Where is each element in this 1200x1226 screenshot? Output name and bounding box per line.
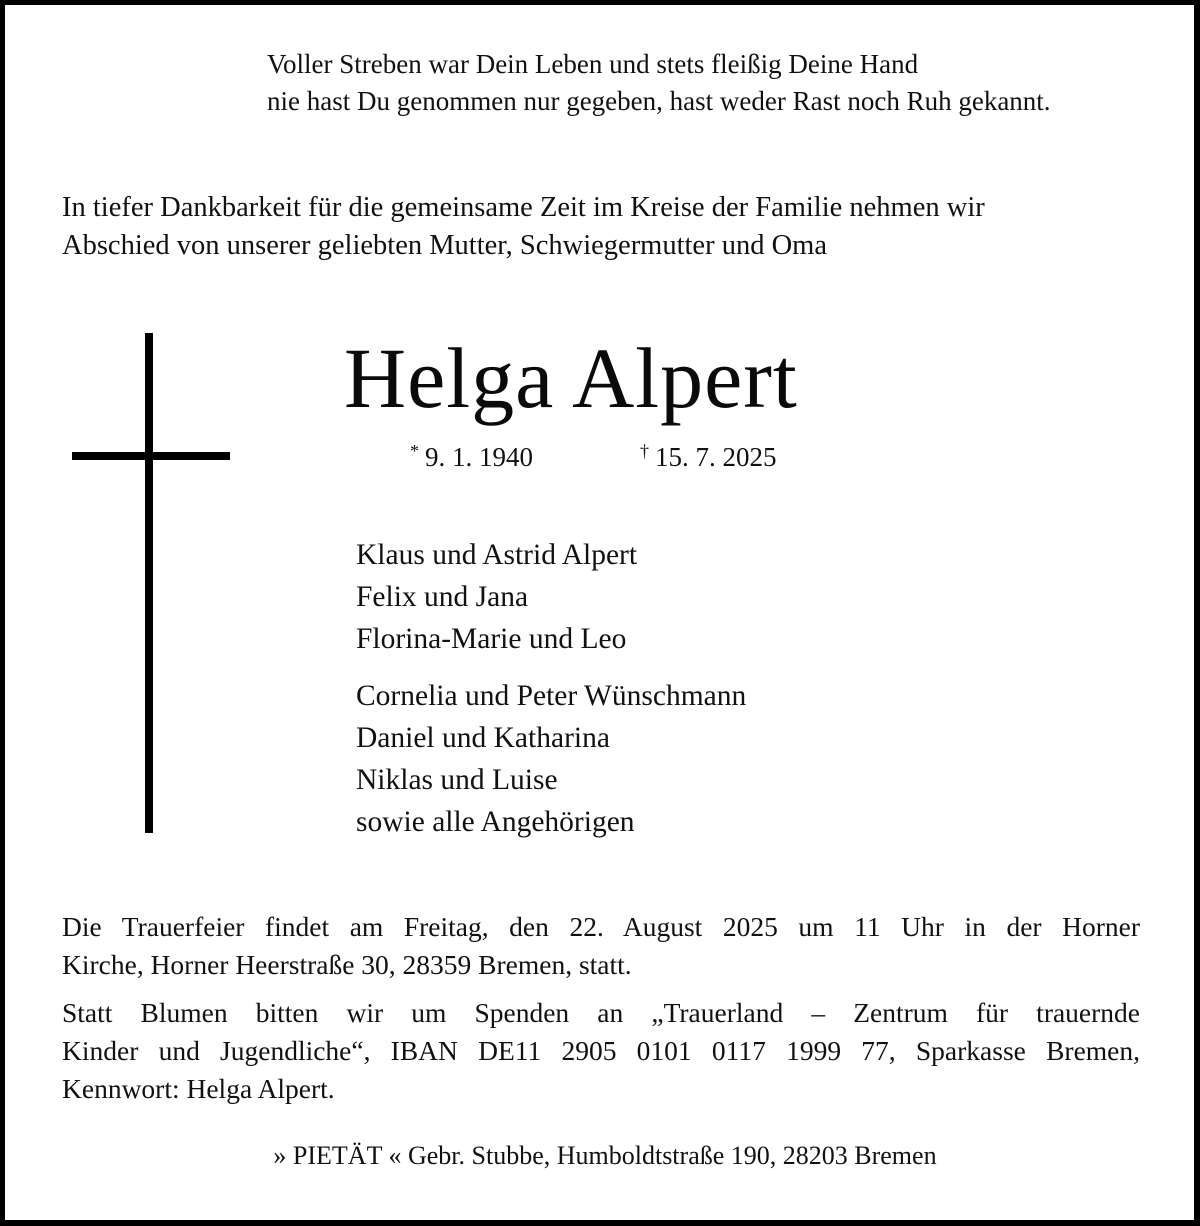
death-date [640, 433, 777, 475]
death-dagger-icon: † [640, 441, 649, 461]
donation-line-1: Statt Blumen bitten wir um Spenden an „Trauerland – Zentrum für trauernde [62, 997, 1140, 1028]
ceremony-line-2: Kirche, Horner Heerstraße 30, 28359 Bremen, statt. [62, 949, 632, 980]
cross-horizontal-bar [72, 452, 230, 460]
mourner-line: Niklas und Luise [356, 764, 558, 796]
mourners-group-1 [356, 534, 637, 660]
mourner-line: Felix und Jana [356, 581, 529, 613]
birth-date-value: 9. 1. 1940 [425, 442, 533, 472]
donation-line-2: Kinder und Jugendliche“, IBAN DE11 2905 0101 0117 1999 77, Sparkasse Bremen, [62, 1035, 1140, 1066]
intro-text [62, 189, 985, 265]
undertaker-footer: » PIETÄT « Gebr. Stubbe, Humboldtstraße 190, 28203 Bremen [273, 1141, 937, 1170]
intro-line-1: In tiefer Dankbarkeit für die gemeinsame Zeit im Kreise der Familie nehmen wir [62, 192, 985, 223]
mourner-line: Daniel und Katharina [356, 722, 610, 754]
deceased-name: Helga Alpert [344, 330, 798, 426]
donation-line-3: Kennwort: Helga Alpert. [62, 1073, 335, 1104]
motto-line-2: nie hast Du genommen nur gegeben, hast weder Rast noch Ruh gekannt. [267, 86, 1051, 116]
donation-request [62, 994, 1140, 1108]
motto-line-1: Voller Streben war Dein Leben und stets fleißig Deine Hand [267, 49, 919, 79]
death-date-value: 15. 7. 2025 [655, 442, 777, 472]
funeral-ceremony-notice [62, 908, 1140, 984]
intro-line-2: Abschied von unserer geliebten Mutter, Schwiegermutter und Oma [62, 230, 827, 261]
ceremony-line-1: Die Trauerfeier findet am Freitag, den 22. August 2025 um 11 Uhr in der Horner [62, 911, 1140, 942]
birth-star-icon: * [410, 441, 419, 461]
mourner-line: Cornelia und Peter Wünschmann [356, 680, 747, 712]
mourners-group-2 [356, 675, 746, 843]
motto-verse [267, 46, 1051, 120]
mourner-line: Florina-Marie und Leo [356, 623, 627, 655]
mourner-line: sowie alle Angehörigen [356, 806, 635, 838]
cross-vertical-bar [145, 333, 153, 833]
birth-date [410, 433, 533, 475]
mourner-line: Klaus und Astrid Alpert [356, 539, 638, 571]
